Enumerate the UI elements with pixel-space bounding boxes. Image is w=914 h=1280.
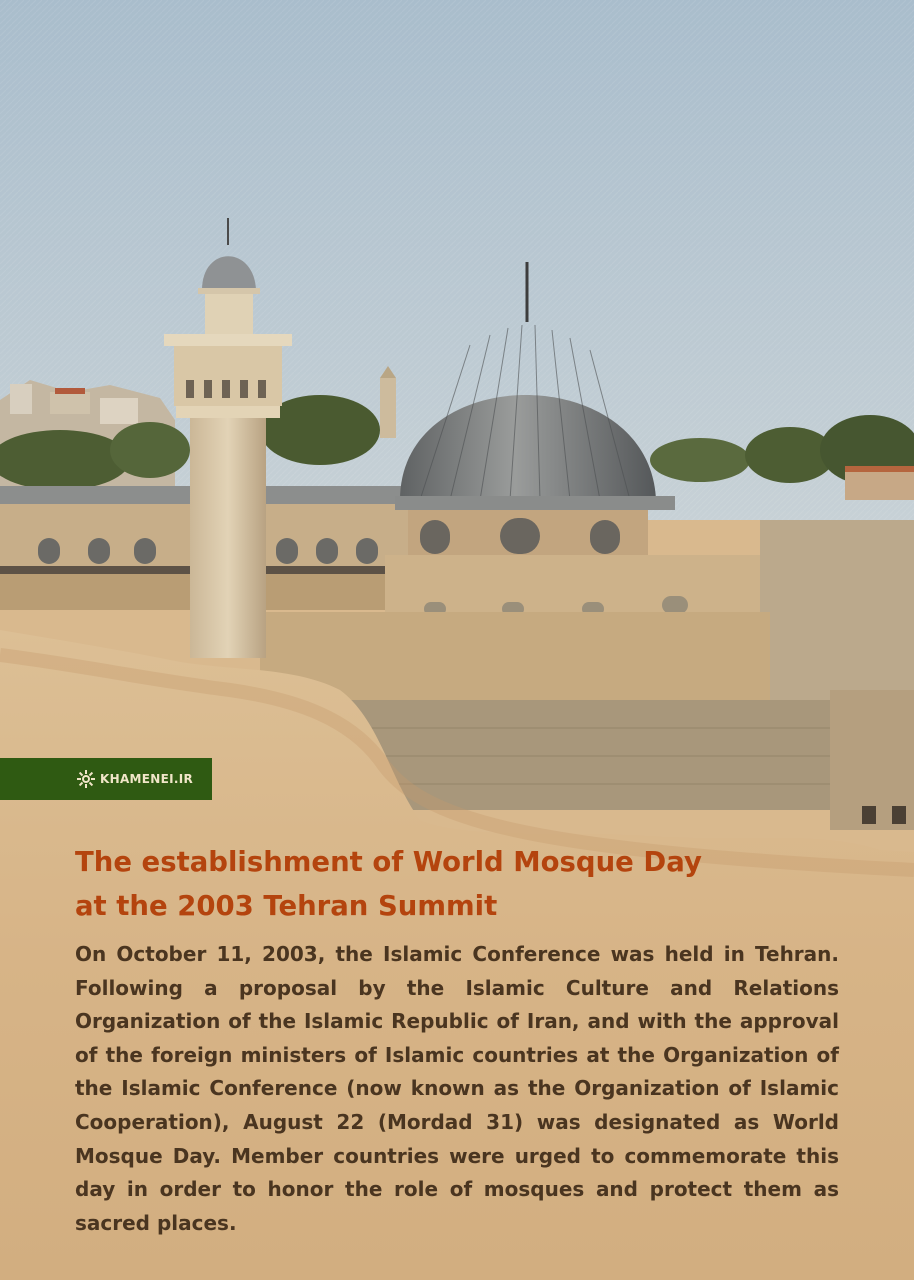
title-line-2: at the 2003 Tehran Summit [75, 890, 498, 922]
title-line-1: The establishment of World Mosque Day [75, 846, 702, 878]
khamenei-logo-icon [74, 767, 98, 791]
article-body: On October 11, 2003, the Islamic Conference was held in Tehran. Following a proposal by the Islamic Culture and Relations Organization of the Islamic Republic of Iran, and with the approval of the foreign ministers of Islamic countries at the Organization of the Islamic Conference (now known as the Organization of Islamic Cooperation), August 22 (Mordad 31) was designated as World Mosque Day. Member countries were urged to commemorate this day in order to honor the role of mosques and protect them as sacred places. [75, 942, 839, 1235]
site-logo-badge[interactable] [0, 758, 212, 800]
article-title [75, 840, 855, 928]
site-logo-text: KHAMENEI.IR [100, 772, 194, 786]
